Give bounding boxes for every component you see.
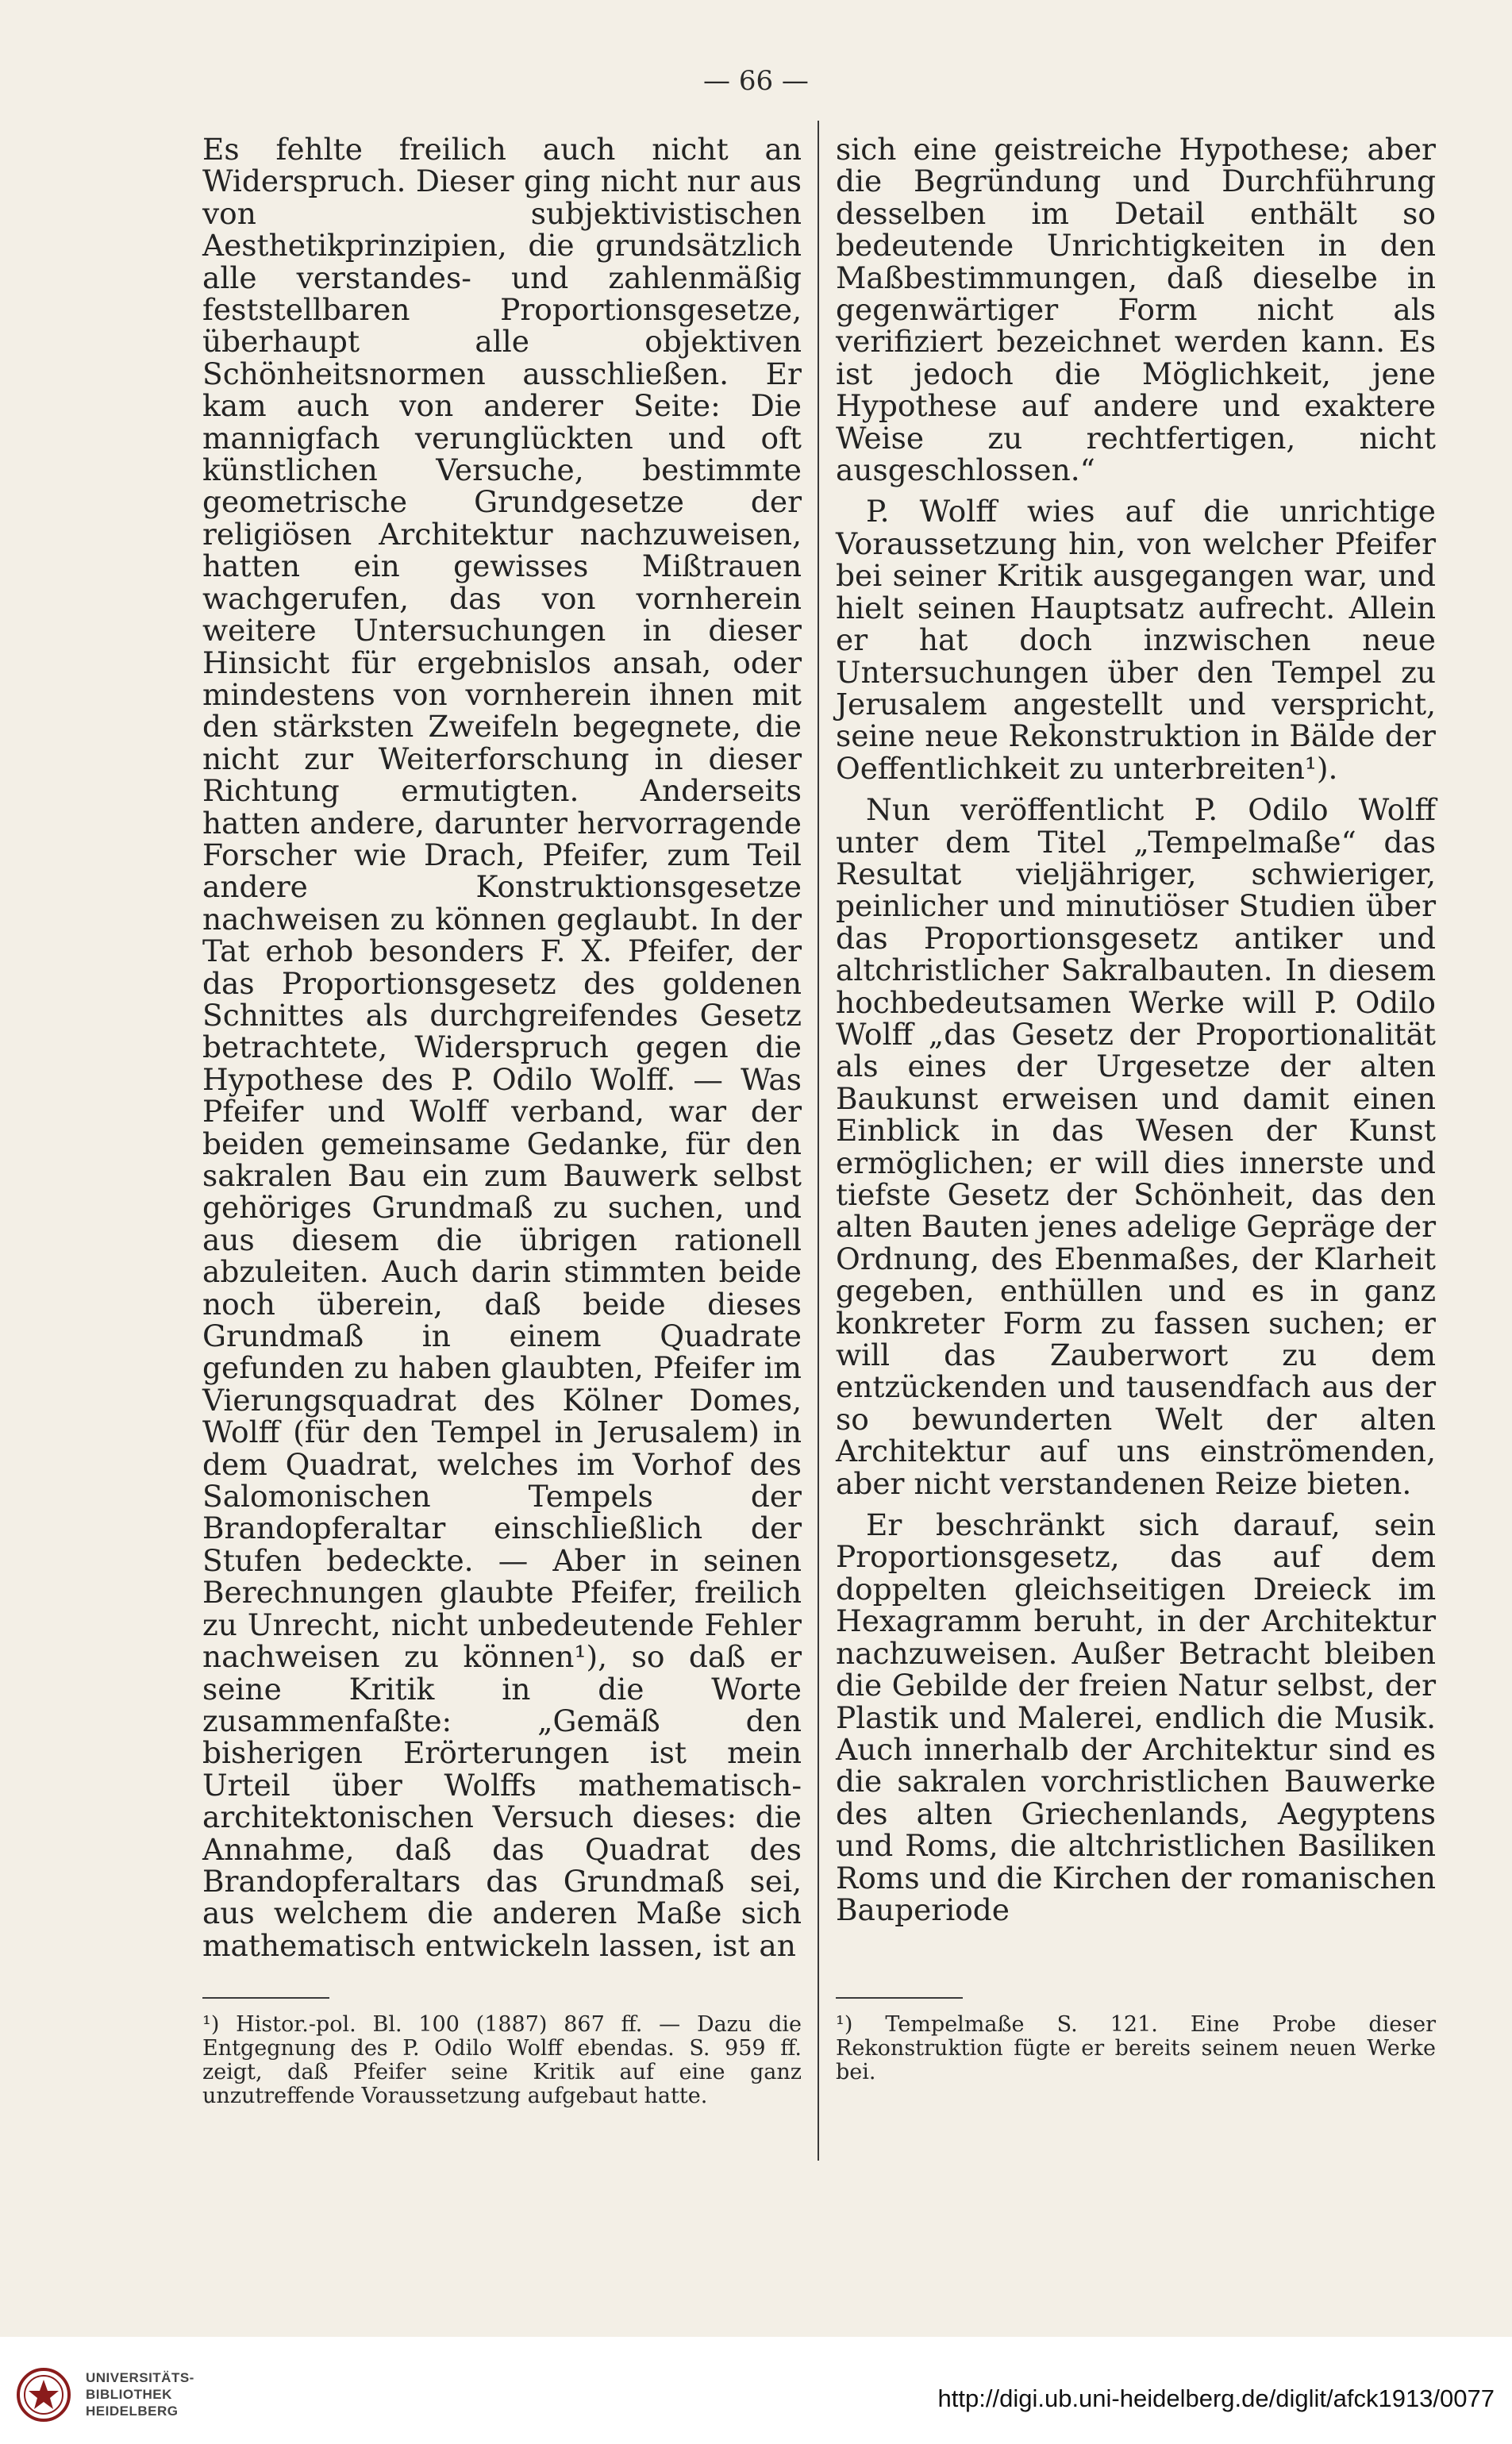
library-line-2: BIBLIOTHEK [86, 2387, 172, 2402]
column-divider [818, 121, 819, 2161]
library-line-3: HEIDELBERG [86, 2404, 179, 2419]
right-paragraph-3: Nun veröffentlicht P. Odilo Wolff unter dem Titel „Tempelmaße“ das Resultat vieljähriger, schwieriger, peinlicher und minutiöser Studien über das Proportionsgesetz antiker und altchristlicher Sakralbauten. In diesem hochbedeutsamen Werke will P. Odilo Wolff „das Gesetz der Proportionalität als eines der Urgesetze der alten Baukunst erweisen und damit einen Einblick in das Wesen der Kunst ermöglichen; er will dies innerste und tiefste Gesetz der Schönheit, das den alten Bauten jenes adelige Gepräge der Ordnung, des Ebenmaßes, der Klarheit gegeben, enthüllen und es in ganz konkreter Form zu fassen suchen; er will das Zauberwort zu dem entzückenden und tausendfach aus der so bewunderten Welt der alten Architektur auf uns einströmenden, aber nicht verstandenen Reize bieten. [836, 792, 1436, 1501]
right-paragraph-4: Er beschränkt sich darauf, sein Proportionsgesetz, das auf dem doppelten gleichseitigen Dreieck im Hexagramm beruht, in der Architektur nachzuweisen. Außer Betracht bleiben die Gebilde der freien Natur selbst, der Plastik und Malerei, endlich die Musik. Auch innerhalb der Architektur sind es die sakralen vorchristlichen Bauwerke des alten Griechenlands, Aegyptens und Roms, die altchristlichen Basiliken Roms und die Kirchen der romanischen Bauperiode [836, 1507, 1436, 1927]
right-text-column [836, 133, 1436, 1935]
right-footnote: ¹) Tempelmaße S. 121. Eine Probe dieser Rekonstruktion fügte er bereits seinem neuen Werke bei. [836, 2012, 1436, 2084]
university-seal-icon [16, 2367, 71, 2423]
left-footnote-rule [202, 1997, 329, 1999]
right-paragraph-1: sich eine geistreiche Hypothese; aber die Begründung und Durchführung desselben im Detail enthält so bedeutende Unrichtigkeiten in den Maßbestimmungen, daß dieselbe in gegenwärtiger Form nicht als verifiziert bezeichnet werden kann. Es ist jedoch die Möglichkeit, jene Hypothese auf andere und exaktere Weise zu rechtfertigen, nicht ausgeschlossen.“ [836, 132, 1436, 488]
source-url-link[interactable]: http://digi.ub.uni-heidelberg.de/diglit/afck1913/0077 [937, 2384, 1495, 2412]
left-footnote: ¹) Histor.-pol. Bl. 100 (1887) 867 ff. — Dazu die Entgegnung des P. Odilo Wolff ebendas. S. 959 ff. zeigt, daß Pfeifer seine Kritik auf eine ganz unzutreffende Voraussetzung aufgebaut hatte. [202, 2012, 802, 2108]
page-number: — 66 — [703, 65, 809, 97]
left-text-column [202, 133, 802, 1971]
library-logo-text [86, 2369, 194, 2419]
right-footnote-rule [836, 1997, 963, 1999]
left-paragraph-1: Es fehlte freilich auch nicht an Widerspruch. Dieser ging nicht nur aus von subjektivistischen Aesthetikprinzipien, die grundsätzlich alle verstandes- und zahlenmäßig feststellbaren Proportionsgesetze, überhaupt alle objektiven Schönheitsnormen ausschließen. Er kam auch von anderer Seite: Die mannigfach verunglückten und oft künstlichen Versuche, bestimmte geometrische Grundgesetze der religiösen Architektur nachzuweisen, hatten ein gewisses Mißtrauen wachgerufen, das von vornherein weitere Untersuchungen in dieser Hinsicht für ergebnislos ansah, oder mindestens von vornherein ihnen mit den stärksten Zweifeln begegnete, die nicht zur Weiterforschung in dieser Richtung ermutigten. Anderseits hatten andere, darunter hervorragende Forscher wie Drach, Pfeifer, zum Teil andere Konstruktionsgesetze nachweisen zu können geglaubt. In der Tat erhob besonders F. X. Pfeifer, der das Proportionsgesetz des goldenen Schnittes als durchgreifendes Gesetz betrachtete, Widerspruch gegen die Hypothese des P. Odilo Wolff. — Was Pfeifer und Wolff verband, war der beiden gemeinsame Gedanke, für den sakralen Bau ein zum Bauwerk selbst gehöriges Grundmaß zu suchen, und aus diesem die übrigen rationell abzuleiten. Auch darin stimmten beide noch überein, daß beide dieses Grundmaß in einem Quadrate gefunden zu haben glaubten, Pfeifer im Vierungsquadrat des Kölner Domes, Wolff (für den Tempel in Jerusalem) in dem Quadrat, welches im Vorhof des Salomonischen Tempels der Brandopferaltar einschließlich der Stufen bedeckte. — Aber in seinen Berechnungen glaubte Pfeifer, freilich zu Unrecht, nicht unbedeutende Fehler nachweisen zu können¹), so daß er seine Kritik in die Worte zusammenfaßte: „Gemäß den bisherigen Erörterungen ist mein Urteil über Wolffs mathematisch-architektonischen Versuch dieses: die Annahme, daß das Quadrat des Brandopferaltars das Grundmaß sei, aus welchem die anderen Maße sich mathematisch entwickeln lassen, ist an [202, 132, 802, 1963]
library-line-1: UNIVERSITÄTS- [86, 2370, 194, 2385]
right-paragraph-2: P. Wolff wies auf die unrichtige Voraussetzung hin, von welcher Pfeifer bei seiner Kritik ausgegangen war, und hielt seinen Hauptsatz aufrecht. Allein er hat doch inzwischen neue Untersuchungen über den Tempel zu Jerusalem angestellt und verspricht, seine neue Rekonstruktion in Bälde der Oeffentlichkeit zu unterbreiten¹). [836, 494, 1436, 786]
